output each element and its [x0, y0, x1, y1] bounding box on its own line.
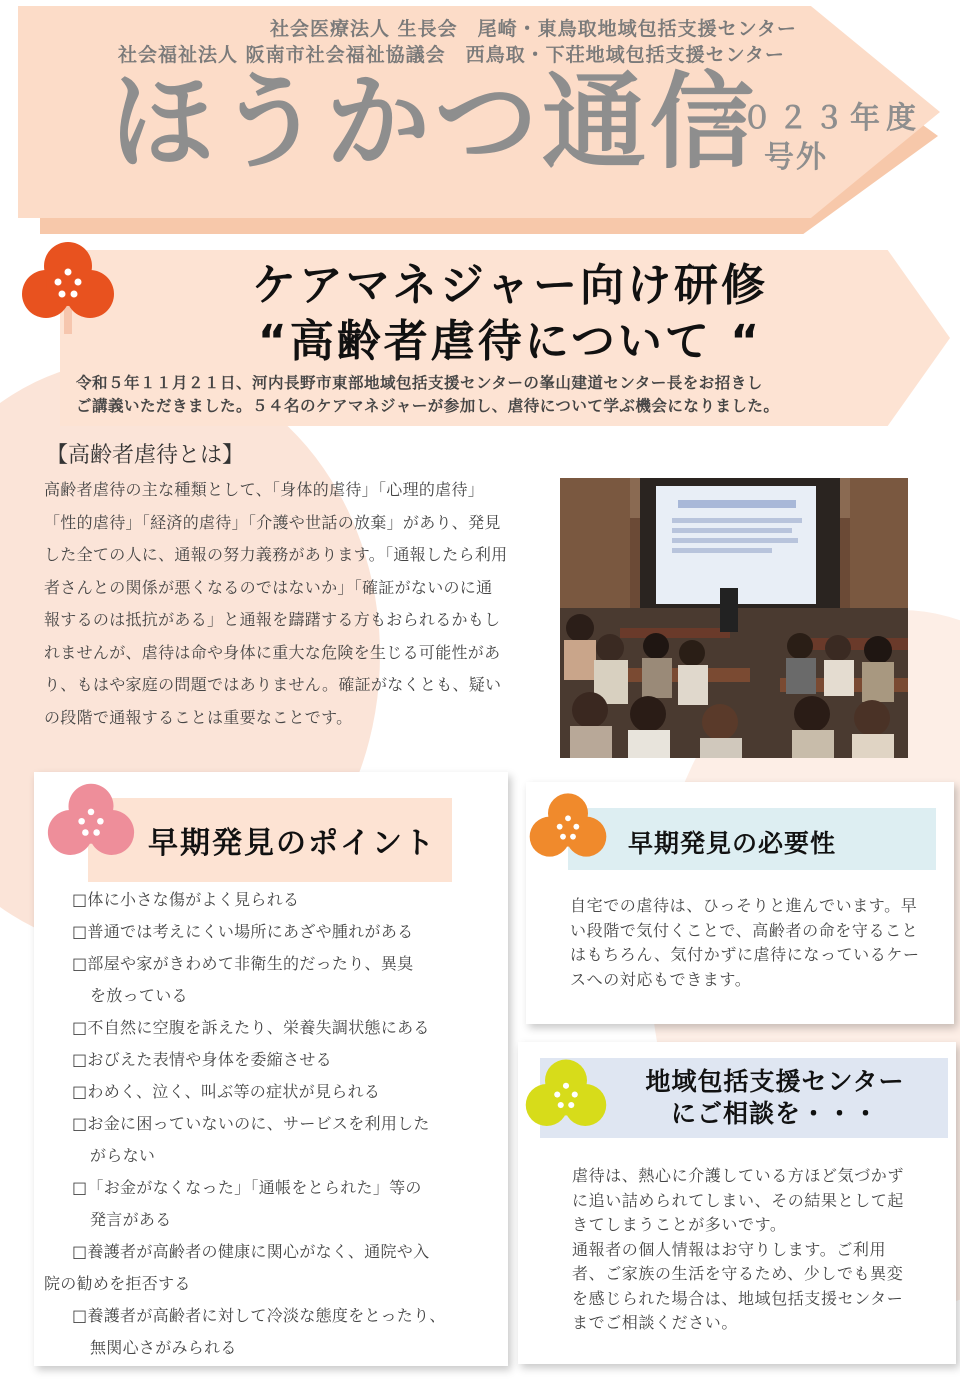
abuse-body-text: 高齢者虐待の主な種類として、「身体的虐待」「心理的虐待」「性的虐待」「経済的虐待」「介護や世話の放棄」があり、発見した全ての人に、通報の努力義務があります。「通報したら利用者さんとの関係が悪くなるのではないか」「確証がないのに通報するのは抵抗がある」と通報を躊躇する方もおられるかもしれませんが、虐待は命や身体に重大な危険を生じる可能性があり、もはや家庭の問題ではありません。確証がなくとも、疑いの段階で通報することは重要なことです。	[44, 480, 508, 727]
consult-label	[620, 1066, 930, 1130]
flower-red-icon	[20, 238, 116, 334]
checklist-item: □わめく、泣く、叫ぶ等の症状が見られる	[72, 1082, 381, 1101]
flower-orange-icon	[528, 790, 608, 870]
training-title-line-2: “高齢者虐待について “	[257, 316, 763, 367]
necessity-text: 自宅での虐待は、ひっそりと進んでいます。早い段階で気付くことで、高齢者の命を守ることはもちろん、気付かずに虐待になっているケースへの対応もできます。	[570, 896, 920, 989]
early-points-label: 早期発見のポイント	[148, 826, 436, 861]
flower-lime-icon	[524, 1056, 608, 1140]
checklist-item: □おびえた表情や身体を委縮させる	[72, 1050, 332, 1069]
checklist-item: □養護者が高齢者に対して冷淡な態度をとったり、 無関心さがみられる	[72, 1306, 446, 1357]
consult-text-2: 通報者の個人情報はお守りします。ご利用者、ご家族の生活を守るため、少しでも異変を感じられた場合は、地域包括支援センターまでご相談ください。	[572, 1239, 904, 1332]
training-title	[130, 258, 890, 370]
checklist-item: □養護者が高齢者の健康に関心がなく、通院や入	[72, 1242, 430, 1261]
seminar-photo-illustration	[560, 478, 908, 758]
org-line-1: 社会医療法人 生長会 尾崎・東鳥取地域包括支援センター	[270, 18, 797, 40]
checklist-item: □普通では考えにくい場所にあざや腫れがある	[72, 922, 414, 941]
checklist-item: □体に小さな傷がよく見られる	[72, 890, 300, 909]
consult-text	[572, 1164, 916, 1336]
seminar-photo	[560, 478, 908, 758]
consult-label-line-2: にご相談を・・・	[670, 1099, 879, 1128]
training-description	[76, 372, 936, 418]
fiscal-year: ２０２３年度	[706, 101, 922, 136]
checklist-item: 院の勧めを拒否する	[44, 1274, 191, 1293]
abuse-heading: 【高齢者虐待とは】	[46, 443, 245, 468]
org-line-2: 社会福祉法人 阪南市社会福祉協議会 西鳥取・下荘地域包括支援センター	[118, 44, 785, 66]
newsletter-title: ほうかつ通信	[110, 61, 759, 183]
early-points-checklist	[44, 884, 492, 1364]
necessity-label: 早期発見の必要性	[628, 829, 837, 858]
training-title-line-1: ケアマネジャー向け研修	[251, 260, 769, 311]
checklist-item: □お金に困っていないのに、サービスを利用した がらない	[72, 1114, 430, 1165]
checklist-item: □部屋や家がきわめて非衛生的だったり、異臭 を放っている	[72, 954, 414, 1005]
consult-text-1: 虐待は、熱心に介護している方ほど気づかずに追い詰められてしまい、その結果として起きてしまうことが多いです。	[572, 1166, 905, 1234]
checklist-item: □不自然に空腹を訴えたり、栄養失調状態にある	[72, 1018, 430, 1037]
extra-issue-label: 号外	[764, 140, 828, 175]
training-desc-line-1: 令和５年１１月２１日、河内長野市東部地域包括支援センターの峯山建道センター長をお招きし	[76, 374, 763, 392]
checklist-item: □「お金がなくなった」「通帳をとられた」等の 発言がある	[72, 1178, 422, 1229]
consult-label-line-1: 地域包括支援センター	[645, 1067, 905, 1096]
flower-pink-icon	[46, 780, 136, 870]
training-desc-line-2: ご講義いただきました。５４名のケアマネジャーが参加し、虐待について学ぶ機会になりました。	[76, 397, 780, 415]
